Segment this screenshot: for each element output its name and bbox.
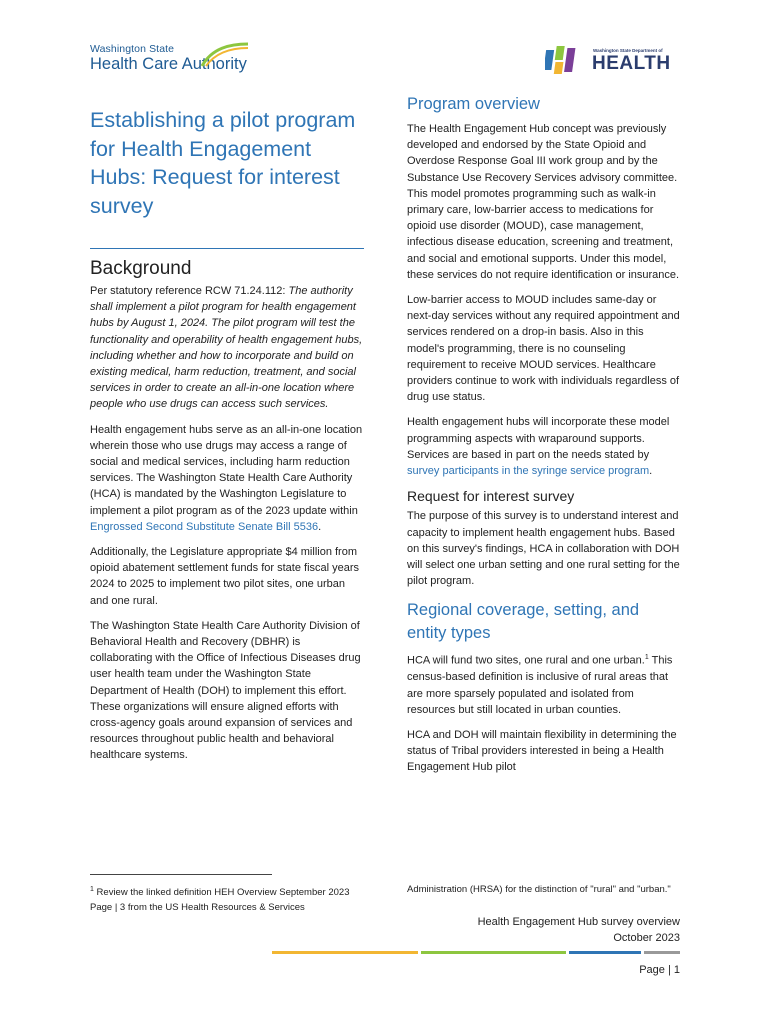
program-overview-heading: Program overview xyxy=(407,95,540,113)
footer-bar-green xyxy=(421,951,566,954)
footer-date: October 2023 xyxy=(613,932,680,944)
doh-logo xyxy=(545,44,670,76)
background-paragraph-2: Health engagement hubs serve as an all-in-one location wherein those who use drugs may access a range of social and medical services, including harm reduction services. The Washington State Health Care Authority (HCA) is mandated by the Washington Legislature to implement a pilot program as of the 2023 update within Engrossed Second Substitute Senate Bill 5536. xyxy=(90,423,363,533)
background-paragraph-1: Per statutory reference RCW 71.24.112: The authority shall implement a pilot program for health engagement hubs by August 1, 2024. The pilot program will test the functionality and operability of health engagement hubs, including whether and how to incorporate and build on existing medical, harm reduction, treatment, and social services in order to create an all-in-one location where people who use drugs can access such services. xyxy=(90,285,363,411)
program-overview-paragraph-1: The Health Engagement Hub concept was previously developed and endorsed by the State Opioid and Overdose Response Goal III work group and by the Substance Use Recovery Services advisory committee. This model promotes programming such as walk-in primary care, low-barrier access to medications for opioid use disorder (MOUD), case management, infectious disease education, screening and treatment, and social and emotional supports. Under this model, these services do not require identification or insurance. xyxy=(407,123,680,281)
left-column xyxy=(90,283,363,773)
footnote-divider xyxy=(90,874,272,875)
request-paragraph: The purpose of this survey is to understand interest and capacity to implement health engagement hubs. Based on this survey's findings, HCA in collaboration with DOH will select one urban setting and one rural setting for the pilot program. xyxy=(407,510,680,588)
request-heading: Request for interest survey xyxy=(407,488,575,505)
doh-mark-icon xyxy=(545,44,585,76)
footer-doc-info xyxy=(478,914,680,946)
background-heading: Background xyxy=(90,258,192,279)
footer-bar-gray xyxy=(644,951,680,954)
program-overview-paragraph-2: Low-barrier access to MOUD includes same-day or next-day services without any required appointment and services rendered on a drop-in basis. Also in this model's programming, there is no counseling requirement to receive MOUD services. Healthcare providers continue to work with individuals regardless of drug use status. xyxy=(407,294,680,404)
footnote-marker: 1 xyxy=(90,886,94,893)
footer-bar-yellow xyxy=(272,951,418,954)
page-title: Establishing a pilot program for Health Engagement Hubs: Request for interest survey xyxy=(90,108,356,218)
regional-heading: Regional coverage, setting, and entity types xyxy=(407,601,640,643)
right-column xyxy=(407,93,682,785)
footnote-left: $^1$ Review the linked definition HEH Overview September 2023 Page | 3 from the US Health Resources & Services xyxy=(90,886,350,914)
title-divider xyxy=(90,248,364,249)
survey-participants-link[interactable]: survey participants in the syringe service program xyxy=(407,465,650,478)
background-paragraph-3: Additionally, the Legislature appropriate $4 million from opioid abatement settlement funds for state fiscal years 2024 to 2025 to implement two pilot sites, one urban and one rural. xyxy=(90,546,360,607)
program-overview-paragraph-3: Health engagement hubs will incorporate these model programming aspects with wraparound supports. Services are based in part on the needs stated by survey participants in the syringe service program. xyxy=(407,416,670,478)
footnote-ref[interactable]: 1 xyxy=(644,654,649,662)
hca-logo xyxy=(90,44,260,78)
senate-bill-link[interactable]: Engrossed Second Substitute Senate Bill 5536 xyxy=(90,520,319,533)
regional-paragraph-2: HCA and DOH will maintain flexibility in determining the status of Tribal providers interested in being a Health Engagement Hub pilot xyxy=(407,728,677,774)
footer-bar-blue xyxy=(569,951,641,954)
hca-logo-line2: Health Care Authority xyxy=(90,55,247,73)
hca-logo-line1: Washington State xyxy=(90,43,175,55)
hca-swoosh-icon xyxy=(198,42,250,68)
background-paragraph-4: The Washington State Health Care Authority Division of Behavioral Health and Recovery (DBHR) is collaborating with the Office of Infectious Diseases drug user health team under the Washington State Department of Health (DOH) to implement this effort. These organizations will ensure aligned efforts with cross-agency goals around expansion of services and resources throughout public health and behavioral healthcare systems. xyxy=(90,619,361,762)
doh-logo-line1: Washington State Department of xyxy=(593,48,663,53)
doh-logo-line2: HEALTH xyxy=(592,53,671,74)
regional-paragraph-1: HCA will fund two sites, one rural and one urban.$^1$ This census-based definition is inclusive of rural areas that are more sparsely populated and isolated from resources but still located in urban counties. xyxy=(407,654,673,716)
footnote-right: Administration (HRSA) for the distinction of "rural" and "urban." xyxy=(407,884,671,895)
page-number: Page | 1 xyxy=(639,964,680,976)
footer-doc-title: Health Engagement Hub survey overview xyxy=(477,916,680,928)
